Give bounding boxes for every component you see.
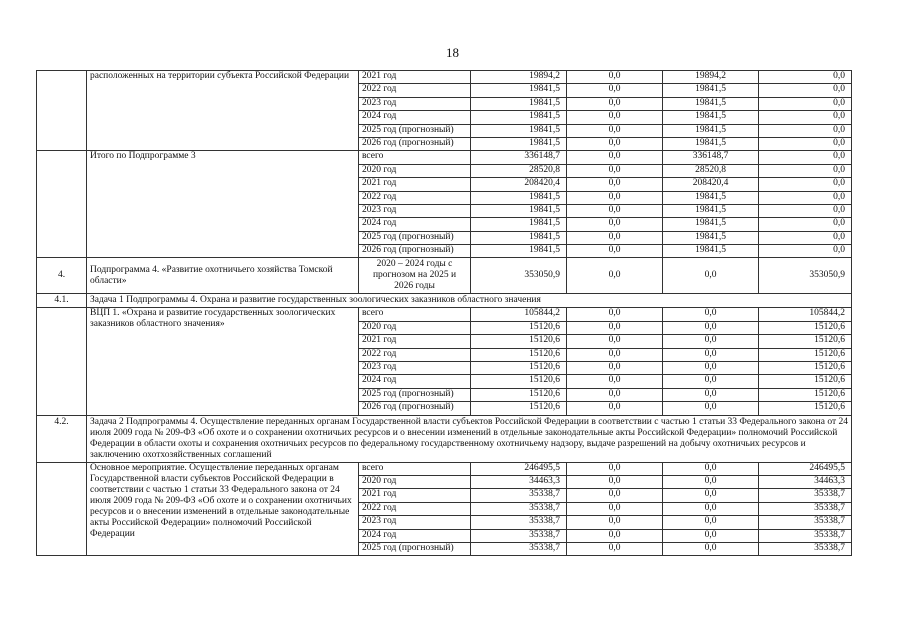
- block-3: [37, 308, 852, 415]
- row-other: 0,0: [759, 204, 852, 217]
- row-name: Итого по Подпрограмме 3: [87, 151, 359, 258]
- task-text: Задача 2 Подпрограммы 4. Осуществление переданных органам Государственной власти субъектов Российской Федерации в соответствии с частью 1 статьи 33 Федерального закона от 24 июля 2009 года № 209-ФЗ «Об охоте и о сохранении охотничьих ресурсов и о внесении изменений в отдельные законодательные акты Российской Федерации» полномочий Российской Федерации в области охоты и сохранения охотничьих ресурсов по федеральному государственному охотничьему надзору, выдаче разрешений на добычу охотничьих ресурсов и заключению охотхозяйственных соглашений: [87, 415, 852, 462]
- row-other: 35338,7: [759, 529, 852, 542]
- row-regional: 19894,2: [663, 71, 759, 84]
- row-other: 0,0: [759, 245, 852, 258]
- row-period: 2024 год: [359, 529, 471, 542]
- row-other: 15120,6: [759, 335, 852, 348]
- block-4: [37, 462, 852, 556]
- row-total: 19841,5: [471, 231, 567, 244]
- row-other: 35338,7: [759, 516, 852, 529]
- row-total: 34463,3: [471, 475, 567, 488]
- row-total: 35338,7: [471, 542, 567, 555]
- row-other: 0,0: [759, 84, 852, 97]
- row-period: 2021 год: [359, 489, 471, 502]
- row-other: 15120,6: [759, 402, 852, 415]
- row-period: всего: [359, 462, 471, 475]
- row-total: 19841,5: [471, 84, 567, 97]
- row-other: 353050,9: [759, 258, 852, 294]
- row-total: 15120,6: [471, 362, 567, 375]
- row-federal: 0,0: [567, 231, 663, 244]
- row-other: 15120,6: [759, 362, 852, 375]
- row-federal: 0,0: [567, 218, 663, 231]
- row-other: 0,0: [759, 178, 852, 191]
- row-federal: 0,0: [567, 204, 663, 217]
- row-federal: 0,0: [567, 402, 663, 415]
- row-total: 35338,7: [471, 502, 567, 515]
- row-other: 0,0: [759, 151, 852, 164]
- row-total: 15120,6: [471, 402, 567, 415]
- row-federal: 0,0: [567, 308, 663, 321]
- row-federal: 0,0: [567, 321, 663, 334]
- row-federal: 0,0: [567, 71, 663, 84]
- financing-table: [36, 70, 852, 556]
- row-federal: 0,0: [567, 502, 663, 515]
- row-total: 19841,5: [471, 137, 567, 150]
- row-total: 35338,7: [471, 529, 567, 542]
- block-1: [37, 71, 852, 151]
- row-other: 35338,7: [759, 502, 852, 515]
- row-federal: 0,0: [567, 362, 663, 375]
- row-total: 19894,2: [471, 71, 567, 84]
- row-other: 0,0: [759, 137, 852, 150]
- row-name: ВЦП 1. «Охрана и развитие государственных зоологических заказников областного значения»: [87, 308, 359, 415]
- row-period: 2020 год: [359, 164, 471, 177]
- row-regional: 19841,5: [663, 97, 759, 110]
- row-federal: 0,0: [567, 475, 663, 488]
- row-period: 2025 год (прогнозный): [359, 124, 471, 137]
- row-regional: 0,0: [663, 348, 759, 361]
- row-period: 2021 год: [359, 178, 471, 191]
- row-period: 2022 год: [359, 502, 471, 515]
- row-regional: 28520,8: [663, 164, 759, 177]
- row-regional: 0,0: [663, 321, 759, 334]
- row-period: 2020 – 2024 годы с прогнозом на 2025 и 2026 годы: [359, 258, 471, 294]
- row-regional: 0,0: [663, 516, 759, 529]
- row-total: 19841,5: [471, 218, 567, 231]
- row-period: 2023 год: [359, 204, 471, 217]
- row-period: 2023 год: [359, 516, 471, 529]
- row-other: 15120,6: [759, 348, 852, 361]
- row-other: 0,0: [759, 97, 852, 110]
- row-number: 4.: [37, 258, 87, 294]
- row-period: 2026 год (прогнозный): [359, 245, 471, 258]
- row-total: 15120,6: [471, 375, 567, 388]
- row-other: 15120,6: [759, 375, 852, 388]
- row-regional: 0,0: [663, 475, 759, 488]
- row-regional: 19841,5: [663, 204, 759, 217]
- row-federal: 0,0: [567, 462, 663, 475]
- row-regional: 19841,5: [663, 137, 759, 150]
- row-regional: 19841,5: [663, 245, 759, 258]
- row-regional: 0,0: [663, 308, 759, 321]
- row-regional: 0,0: [663, 529, 759, 542]
- row-federal: 0,0: [567, 137, 663, 150]
- row-other: 0,0: [759, 191, 852, 204]
- row-period: 2022 год: [359, 84, 471, 97]
- task-4-2: [37, 415, 852, 462]
- row-regional: 0,0: [663, 542, 759, 555]
- row-name: расположенных на территории субъекта Российской Федерации: [87, 71, 359, 151]
- task-text: Задача 1 Подпрограммы 4. Охрана и развитие государственных зоологических заказников областного значения: [87, 294, 852, 308]
- row-federal: 0,0: [567, 111, 663, 124]
- row-period: 2023 год: [359, 362, 471, 375]
- row-total: 19841,5: [471, 191, 567, 204]
- row-total: 353050,9: [471, 258, 567, 294]
- task-4-1-row: [37, 294, 852, 308]
- row-federal: 0,0: [567, 348, 663, 361]
- table-row: [37, 462, 852, 475]
- row-number: [37, 308, 87, 415]
- row-regional: 19841,5: [663, 111, 759, 124]
- row-regional: 0,0: [663, 362, 759, 375]
- row-total: 28520,8: [471, 164, 567, 177]
- block-2: [37, 151, 852, 258]
- page-number: 18: [446, 45, 459, 60]
- row-period: 2026 год (прогнозный): [359, 137, 471, 150]
- row-federal: 0,0: [567, 375, 663, 388]
- row-period: 2020 год: [359, 475, 471, 488]
- row-other: 35338,7: [759, 489, 852, 502]
- row-other: 0,0: [759, 231, 852, 244]
- row-number: [37, 71, 87, 151]
- row-total: 19841,5: [471, 124, 567, 137]
- row-period: 2026 год (прогнозный): [359, 402, 471, 415]
- row-total: 15120,6: [471, 321, 567, 334]
- row-federal: 0,0: [567, 388, 663, 401]
- row-number: [37, 151, 87, 258]
- row-period: 2024 год: [359, 375, 471, 388]
- row-total: 15120,6: [471, 388, 567, 401]
- row-federal: 0,0: [567, 124, 663, 137]
- row-other: 246495,5: [759, 462, 852, 475]
- row-federal: 0,0: [567, 178, 663, 191]
- row-regional: 19841,5: [663, 231, 759, 244]
- row-period: 2024 год: [359, 111, 471, 124]
- row-total: 35338,7: [471, 489, 567, 502]
- subprogram-4: [37, 258, 852, 308]
- row-period: 2022 год: [359, 348, 471, 361]
- row-total: 15120,6: [471, 348, 567, 361]
- table-row: [37, 308, 852, 321]
- row-federal: 0,0: [567, 151, 663, 164]
- row-total: 35338,7: [471, 516, 567, 529]
- row-federal: 0,0: [567, 542, 663, 555]
- row-federal: 0,0: [567, 164, 663, 177]
- row-total: 105844,2: [471, 308, 567, 321]
- row-name: Основное мероприятие. Осуществление переданных органам Государственной власти субъектов Российской Федерации в соответствии с частью 1 статьи 33 Федерального закона от 24 июля 2009 года № 209-ФЗ «Об охоте и о сохранении охотничьих ресурсов и о внесении изменений в отдельные законодательные акты Российской Федерации» полномочий Российской Федерации: [87, 462, 359, 556]
- subprogram-4-row: [37, 258, 852, 294]
- table-row: [37, 151, 852, 164]
- row-regional: 336148,7: [663, 151, 759, 164]
- row-regional: 0,0: [663, 388, 759, 401]
- row-other: 0,0: [759, 218, 852, 231]
- row-other: 34463,3: [759, 475, 852, 488]
- task-number: 4.1.: [37, 294, 87, 308]
- row-other: 15120,6: [759, 388, 852, 401]
- row-period: 2025 год (прогнозный): [359, 231, 471, 244]
- row-federal: 0,0: [567, 489, 663, 502]
- row-total: 19841,5: [471, 204, 567, 217]
- row-federal: 0,0: [567, 335, 663, 348]
- row-other: 0,0: [759, 71, 852, 84]
- row-other: 105844,2: [759, 308, 852, 321]
- row-total: 208420,4: [471, 178, 567, 191]
- row-number: [37, 462, 87, 556]
- row-period: 2022 год: [359, 191, 471, 204]
- row-period: 2021 год: [359, 335, 471, 348]
- row-federal: 0,0: [567, 516, 663, 529]
- row-period: 2024 год: [359, 218, 471, 231]
- row-period: 2025 год (прогнозный): [359, 388, 471, 401]
- task-number: 4.2.: [37, 415, 87, 462]
- row-period: всего: [359, 151, 471, 164]
- row-total: 19841,5: [471, 245, 567, 258]
- row-total: 336148,7: [471, 151, 567, 164]
- row-other: 15120,6: [759, 321, 852, 334]
- row-total: 15120,6: [471, 335, 567, 348]
- row-federal: 0,0: [567, 258, 663, 294]
- row-federal: 0,0: [567, 97, 663, 110]
- row-name: Подпрограмма 4. «Развитие охотничьего хозяйства Томской области»: [87, 258, 359, 294]
- row-regional: 0,0: [663, 258, 759, 294]
- row-regional: 0,0: [663, 489, 759, 502]
- row-period: 2021 год: [359, 71, 471, 84]
- row-other: 35338,7: [759, 542, 852, 555]
- row-federal: 0,0: [567, 84, 663, 97]
- row-regional: 19841,5: [663, 218, 759, 231]
- row-regional: 19841,5: [663, 191, 759, 204]
- row-period: 2025 год (прогнозный): [359, 542, 471, 555]
- row-total: 19841,5: [471, 97, 567, 110]
- row-regional: 19841,5: [663, 124, 759, 137]
- row-federal: 0,0: [567, 529, 663, 542]
- row-other: 0,0: [759, 111, 852, 124]
- row-period: всего: [359, 308, 471, 321]
- row-other: 0,0: [759, 164, 852, 177]
- task-4-2-row: [37, 415, 852, 462]
- row-regional: 0,0: [663, 462, 759, 475]
- row-total: 246495,5: [471, 462, 567, 475]
- row-regional: 0,0: [663, 402, 759, 415]
- row-regional: 0,0: [663, 375, 759, 388]
- row-period: 2023 год: [359, 97, 471, 110]
- row-regional: 19841,5: [663, 84, 759, 97]
- row-regional: 0,0: [663, 502, 759, 515]
- row-regional: 0,0: [663, 335, 759, 348]
- row-period: 2020 год: [359, 321, 471, 334]
- row-federal: 0,0: [567, 191, 663, 204]
- row-total: 19841,5: [471, 111, 567, 124]
- row-other: 0,0: [759, 124, 852, 137]
- row-federal: 0,0: [567, 245, 663, 258]
- row-regional: 208420,4: [663, 178, 759, 191]
- table-row: [37, 71, 852, 84]
